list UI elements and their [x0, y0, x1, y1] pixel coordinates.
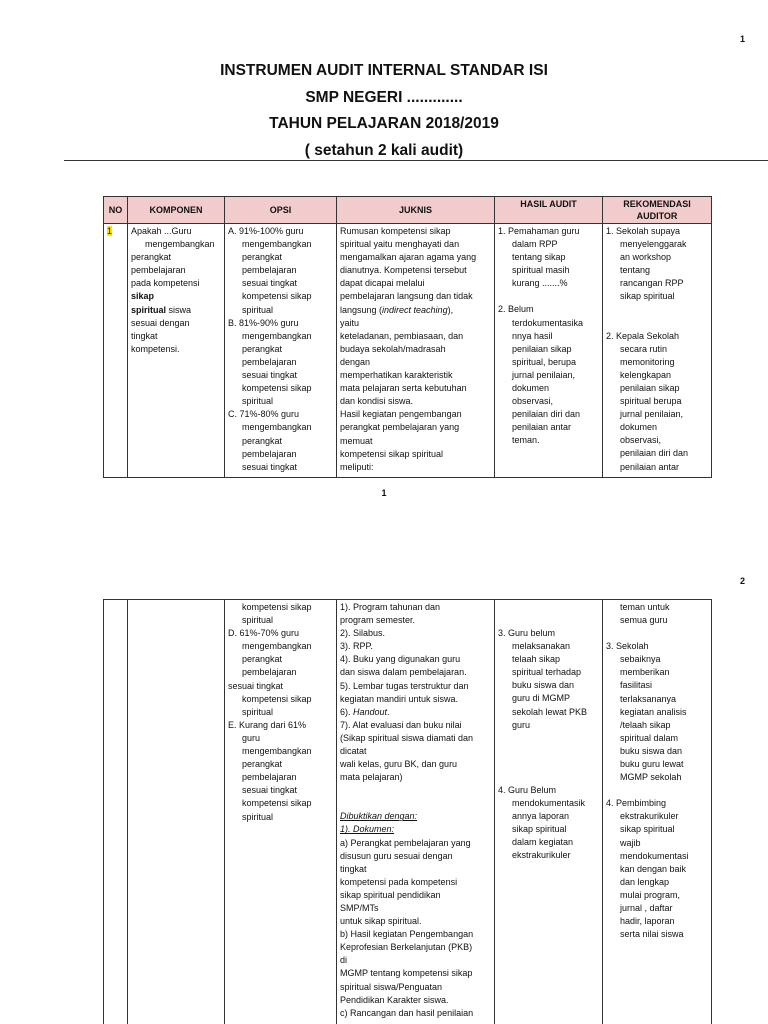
hasil-line: guru di MGMP	[512, 693, 571, 704]
cell-hasil-audit	[495, 224, 603, 478]
juknis-line: tingkat	[340, 863, 367, 874]
opsi-line: spiritual	[242, 304, 274, 315]
cell-opsi	[225, 224, 337, 478]
juknis-line: kompetensi sikap spiritual	[340, 448, 444, 459]
opsi-line: pembelajaran	[242, 667, 297, 678]
rekomendasi-line: secara rutin	[620, 343, 668, 354]
hasil-line: penilaian antar	[512, 422, 572, 433]
juknis-line: langsung (indirect teaching),	[340, 304, 454, 315]
hasil-line: terdokumentasika	[512, 317, 584, 328]
rekomendasi-line: jurnal penilaian,	[620, 409, 684, 420]
opsi-line: sesuai tingkat	[242, 278, 298, 289]
juknis-line: program semester.	[340, 615, 416, 626]
rekomendasi-line: jurnal , daftar	[620, 902, 673, 913]
rekomendasi-line: kan dengan baik	[620, 863, 687, 874]
title-divider	[64, 160, 768, 161]
audit-table-page-2	[103, 599, 712, 1024]
opsi-line: perangkat	[242, 759, 283, 770]
header-rekomendasi	[603, 197, 712, 224]
rekomendasi-line: spiritual dalam	[620, 732, 679, 743]
opsi-line: kompetensi sikap	[242, 798, 312, 809]
juknis-line: dapat dicapai melalui	[340, 278, 425, 289]
hasil-line: dalam RPP	[512, 239, 558, 250]
juknis-line: spiritual yaitu menghayati dan	[340, 239, 460, 250]
juknis-line: di	[340, 955, 348, 966]
komponen-line: kompetensi.	[131, 343, 180, 354]
rekomendasi-line: 4. Pembimbing	[606, 798, 667, 809]
rekomendasi-line: memberikan	[620, 667, 670, 678]
opsi-line: perangkat	[242, 435, 283, 446]
rekomendasi-line: buku siswa dan	[620, 745, 683, 756]
table-row	[104, 600, 712, 1024]
opsi-line: mengembangkan	[242, 641, 312, 652]
hasil-line: annya laporan	[512, 810, 570, 821]
komponen-line: Apakah ...Guru	[131, 226, 192, 236]
header-hasil-audit: HASIL AUDIT	[495, 197, 603, 224]
hasil-line: sikap spiritual	[512, 824, 567, 835]
table-row	[104, 224, 712, 478]
hasil-line: 3. Guru belum	[498, 628, 556, 638]
juknis-line: Pendidikan Karakter siswa.	[340, 994, 449, 1005]
juknis-line: sikap spiritual pendidikan	[340, 889, 441, 900]
header-rekomendasi-line-1: REKOMENDASI	[623, 199, 691, 209]
rekomendasi-line: 1. Sekolah supaya	[606, 226, 681, 236]
title-line-1: INSTRUMEN AUDIT INTERNAL STANDAR ISI	[220, 62, 548, 79]
juknis-line: mengamalkan ajaran agama yang	[340, 252, 477, 263]
rekomendasi-line: dan lengkap	[620, 876, 670, 887]
hasil-line: nnya hasil	[512, 330, 553, 341]
title-line-4: ( setahun 2 kali audit)	[304, 141, 464, 159]
hasil-line: observasi,	[512, 396, 554, 407]
komponen-line: perangkat	[131, 252, 172, 263]
rekomendasi-line: rancangan RPP	[620, 278, 684, 289]
opsi-line: mengembangkan	[242, 239, 312, 250]
juknis-line: 4). Buku yang digunakan guru	[340, 654, 461, 665]
rekomendasi-line: kegiatan analisis	[620, 706, 687, 717]
opsi-line: mengembangkan	[242, 330, 312, 341]
juknis-line: dengan	[340, 356, 371, 367]
rekomendasi-line: serta nilai siswa	[620, 929, 684, 940]
cell-juknis	[337, 600, 495, 1024]
rekomendasi-line: ekstrakurikuler	[620, 811, 679, 822]
rekomendasi-line: mendokumentasi	[620, 850, 689, 861]
komponen-line: sesuai dengan	[131, 317, 190, 328]
page-corner-number: 1	[740, 34, 746, 44]
cell-hasil-audit	[495, 600, 603, 1024]
juknis-line: memperhatikan karakteristik	[340, 370, 453, 381]
rekomendasi-line: sikap spiritual	[620, 291, 675, 302]
rekomendasi-spacer	[606, 784, 708, 797]
hasil-line: ekstrakurikuler	[512, 850, 571, 861]
page-footer-number: 1	[381, 488, 387, 498]
opsi-line: perangkat	[242, 654, 283, 665]
title-line-3: TAHUN PELAJARAN 2018/2019	[269, 115, 499, 132]
juknis-line: wali kelas, guru BK, dan guru	[340, 759, 458, 770]
hasil-line: dokumen	[512, 383, 550, 394]
cell-no	[104, 600, 128, 1024]
juknis-line: (Sikap spiritual siswa diamati dan	[340, 732, 474, 743]
rekomendasi-line: an workshop	[620, 252, 672, 263]
table-header-row	[104, 197, 712, 224]
komponen-line: pada kompetensi	[131, 278, 200, 289]
komponen-line: sikap	[131, 291, 155, 302]
opsi-line: sesuai tingkat	[228, 680, 284, 691]
juknis-line: disusun guru sesuai dengan	[340, 850, 453, 861]
page-corner-number: 2	[740, 576, 746, 586]
hasil-line: kurang .......%	[512, 278, 568, 289]
juknis-line: 5). Lembar tugas terstruktur dan	[340, 680, 469, 691]
opsi-line: pembelajaran	[242, 356, 297, 367]
juknis-line: dicatat	[340, 746, 367, 757]
rekomendasi-line: buku guru lewat	[620, 759, 684, 770]
juknis-line: perangkat pembelajaran yang	[340, 422, 460, 433]
juknis-line: meliputi:	[340, 461, 374, 472]
opsi-line: spiritual	[242, 811, 274, 822]
hasil-spacer	[498, 290, 599, 303]
juknis-line: memuat	[340, 435, 373, 446]
juknis-line: mata pelajaran)	[340, 772, 403, 783]
opsi-line: pembelajaran	[242, 772, 297, 783]
opsi-line: mengembangkan	[242, 746, 312, 757]
title-line-2: SMP NEGERI .............	[305, 88, 463, 106]
hasil-spacer	[498, 601, 599, 627]
opsi-line: E. Kurang dari 61%	[228, 719, 307, 730]
cell-rekomendasi	[603, 224, 712, 478]
hasil-line: spiritual masih	[512, 265, 570, 276]
rekomendasi-line: penilaian sikap	[620, 382, 680, 393]
opsi-line: pembelajaran	[242, 265, 297, 276]
juknis-line: a) Perangkat pembelajaran yang	[340, 837, 471, 848]
rekomendasi-line: penilaian diri dan	[620, 448, 689, 459]
opsi-line: perangkat	[242, 252, 283, 263]
opsi-line: sesuai tingkat	[242, 461, 298, 472]
rekomendasi-line: observasi,	[620, 435, 662, 446]
juknis-line: 6). Handout.	[340, 706, 390, 717]
rekomendasi-line: memonitoring	[620, 356, 675, 367]
hasil-line: 4. Guru Belum	[498, 784, 557, 795]
juknis-line: 1). Program tahunan dan	[340, 602, 441, 612]
opsi-line: sesuai tingkat	[242, 370, 298, 381]
rekomendasi-line: dokumen	[620, 422, 658, 433]
header-opsi: OPSI	[225, 197, 337, 224]
hasil-line: teman.	[512, 435, 540, 446]
header-no: NO	[104, 197, 128, 224]
rekomendasi-line: 3. Sekolah	[606, 641, 649, 652]
rekomendasi-line: 2. Kepala Sekolah	[606, 330, 680, 341]
hasil-line: guru	[512, 719, 531, 730]
row-number: 1	[107, 226, 113, 236]
juknis-line: dan kondisi siswa.	[340, 396, 414, 407]
rekomendasi-line: hadir, laporan	[620, 916, 675, 927]
juknis-line: c) Rancangan dan hasil penilaian	[340, 1007, 474, 1018]
juknis-line: MGMP tentang kompetensi sikap	[340, 968, 473, 979]
opsi-line: kompetensi sikap	[242, 383, 312, 394]
juknis-line: yaitu	[340, 317, 360, 328]
juknis-line: kegiatan mandiri untuk siswa.	[340, 693, 459, 704]
header-juknis: JUKNIS	[337, 197, 495, 224]
hasil-line: tentang sikap	[512, 252, 566, 263]
audit-table-page-1	[103, 196, 712, 478]
cell-juknis	[337, 224, 495, 478]
document-title-block	[0, 58, 768, 164]
opsi-line: B. 81%-90% guru	[228, 317, 299, 328]
rekomendasi-line: sebaiknya	[620, 654, 661, 665]
rekomendasi-line: menyelenggarak	[620, 239, 687, 250]
rekomendasi-line: semua guru	[620, 615, 668, 626]
cell-komponen	[128, 600, 225, 1024]
opsi-line: A. 91%-100% guru	[228, 226, 304, 236]
juknis-line: Dibuktikan dengan:	[340, 811, 418, 822]
juknis-line: kompetensi pada kompetensi	[340, 876, 458, 887]
rekomendasi-line: teman untuk	[620, 602, 670, 612]
hasil-line: mendokumentasik	[512, 797, 586, 808]
hasil-line: spiritual, berupa	[512, 356, 577, 367]
juknis-line: dianutnya. Kompetensi tersebut	[340, 265, 467, 276]
juknis-line: spiritual siswa/Penguatan	[340, 981, 443, 992]
opsi-line: sesuai tingkat	[242, 785, 298, 796]
hasil-line: telaah sikap	[512, 654, 561, 665]
opsi-line: guru	[242, 732, 261, 743]
rekomendasi-line: spiritual berupa	[620, 396, 682, 407]
rekomendasi-spacer	[606, 627, 708, 640]
cell-rekomendasi	[603, 600, 712, 1024]
rekomendasi-line: mulai program,	[620, 889, 681, 900]
juknis-line: 3). RPP.	[340, 641, 373, 652]
juknis-line: 1). Dokumen:	[340, 824, 395, 835]
opsi-line: spiritual	[242, 706, 274, 717]
juknis-line: Rumusan kompetensi sikap	[340, 226, 451, 236]
cell-no	[104, 224, 128, 478]
rekomendasi-line: sikap spiritual	[620, 824, 675, 835]
hasil-line: penilaian diri dan	[512, 409, 581, 420]
rekomendasi-line: terlaksananya	[620, 693, 677, 704]
rekomendasi-line: /telaah sikap	[620, 719, 671, 730]
rekomendasi-line: penilaian antar	[620, 461, 680, 472]
cell-opsi	[225, 600, 337, 1024]
opsi-line: spiritual	[242, 396, 274, 407]
komponen-line: mengembangkan	[145, 239, 215, 250]
opsi-line: kompetensi sikap	[242, 291, 312, 302]
opsi-line: spiritual	[242, 615, 274, 626]
juknis-line: SMP/MTs	[340, 902, 379, 913]
juknis-line: b) Hasil kegiatan Pengembangan	[340, 929, 474, 940]
komponen-line: pembelajaran	[131, 265, 186, 276]
page-gap	[0, 520, 768, 572]
opsi-line: kompetensi sikap	[242, 602, 312, 612]
hasil-line: buku siswa dan	[512, 680, 575, 691]
hasil-line: penilaian sikap	[512, 343, 572, 354]
opsi-line: mengembangkan	[242, 422, 312, 433]
document-page-2	[0, 572, 768, 1024]
rekomendasi-line: wajib	[620, 837, 641, 848]
rekomendasi-line: kelengkapan	[620, 369, 672, 380]
cell-komponen	[128, 224, 225, 478]
hasil-line: dalam kegiatan	[512, 837, 574, 848]
hasil-line: jurnal penilaian,	[512, 369, 576, 380]
juknis-line: pembelajaran langsung dan tidak	[340, 291, 473, 302]
juknis-line: 2). Silabus.	[340, 628, 386, 639]
header-komponen: KOMPONEN	[128, 197, 225, 224]
rekomendasi-line: MGMP sekolah	[620, 772, 682, 783]
juknis-line: 7). Alat evaluasi dan buku nilai	[340, 719, 462, 730]
juknis-line: dan siswa dalam pembelajaran.	[340, 667, 467, 678]
juknis-line: Hasil kegiatan pengembangan	[340, 409, 462, 420]
opsi-line: pembelajaran	[242, 448, 297, 459]
komponen-line: spiritual siswa	[131, 304, 192, 315]
hasil-line: 2. Belum	[498, 304, 534, 315]
komponen-line: tingkat	[131, 330, 158, 341]
opsi-line: D. 61%-70% guru	[228, 628, 300, 639]
opsi-line: kompetensi sikap	[242, 693, 312, 704]
header-rekomendasi-line-2: AUDITOR	[636, 211, 678, 221]
hasil-spacer	[498, 732, 599, 784]
opsi-line: perangkat	[242, 343, 283, 354]
hasil-line: melaksanakan	[512, 641, 571, 652]
juknis-line: untuk sikap spiritual.	[340, 916, 422, 927]
rekomendasi-line: tentang	[620, 265, 651, 276]
hasil-line: sekolah lewat PKB	[512, 706, 588, 717]
juknis-line: budaya sekolah/madrasah	[340, 343, 446, 354]
hasil-line: spiritual terhadap	[512, 667, 582, 678]
hasil-line: 1. Pemahaman guru	[498, 226, 580, 236]
opsi-line: C. 71%-80% guru	[228, 409, 300, 420]
rekomendasi-spacer	[606, 304, 708, 330]
juknis-line: keteladanan, pembiasaan, dan	[340, 330, 464, 341]
juknis-line: Keprofesian Berkelanjutan (PKB)	[340, 942, 473, 953]
rekomendasi-line: fasilitasi	[620, 680, 653, 691]
juknis-spacer	[340, 784, 491, 810]
juknis-line: mata pelajaran serta kebutuhan	[340, 383, 467, 394]
